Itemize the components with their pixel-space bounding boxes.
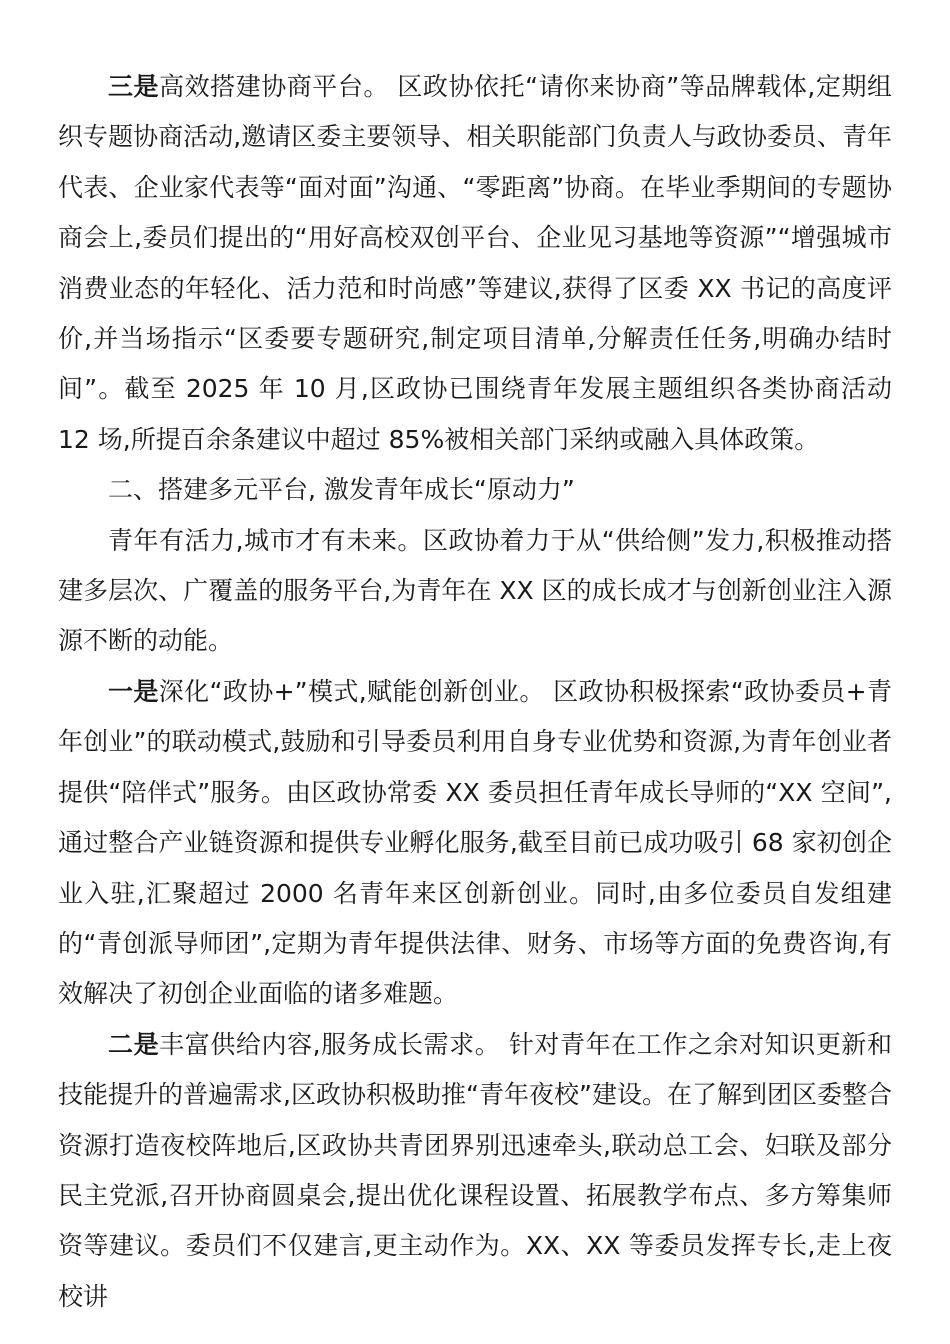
section-heading — [58, 465, 892, 515]
paragraph-intro — [58, 516, 892, 667]
paragraph-lead: 二是 — [108, 1029, 160, 1059]
paragraph-text: 丰富供给内容,服务成长需求。 针对青年在工作之余对知识更新和技能提升的普遍需求,区政协积极助推“青年夜校”建设。在了解到团区委整合资源打造夜校阵地后,区政协共青团界别迅速牵头,联动总工会、妇联及部分民主党派,召开协商圆桌会,提出优化课程设置、拓展教学布点、多方筹集师资等建议。委员们不仅建言,更主动作为。XX、XX 等委员发挥专长,走上夜校讲 — [58, 1029, 892, 1311]
paragraph-text: 高效搭建协商平台。 区政协依托“请你来协商”等品牌载体,定期组织专题协商活动,邀请区委主要领导、相关职能部门负责人与政协委员、青年代表、企业家代表等“面对面”沟通、“零距离”协商。在毕业季期间的专题协商会上,委员们提出的“用好高校双创平台、企业见习基地等资源”“增强城市消费业态的年轻化、活力范和时尚感”等建议,获得了区委 XX 书记的高度评价,并当场指示“区委要专题研究,制定项目清单,分解责任任务,明确办结时间”。截至 2025 年 10 月,区政协已围绕青年发展主题组织各类协商活动 12 场,所提百余条建议中超过 85%被相关部门采纳或融入具体政策。 — [58, 72, 892, 454]
paragraph-model — [58, 667, 892, 1020]
paragraph-supply — [58, 1020, 892, 1322]
heading-text: 二、搭建多元平台, 激发青年成长“原动力” — [108, 475, 575, 505]
paragraph-text: 深化“政协+”模式,赋能创新创业。 区政协积极探索“政协委员+青年创业”的联动模式,鼓励和引导委员利用自身专业优势和资源,为青年创业者提供“陪伴式”服务。由区政协常委 XX 委员担任青年成长导师的“XX 空间”,通过整合产业链资源和提供专业孵化服务,截至目前已成功吸引 68 家初创企业入驻,汇聚超过 2000 名青年来区创新创业。同时,由多位委员自发组建的“青创派导师团”,定期为青年提供法律、财务、市场等方面的免费咨询,有效解决了初创企业面临的诸多难题。 — [58, 676, 892, 1009]
paragraph-platform — [58, 62, 892, 465]
document-page — [58, 62, 892, 1322]
paragraph-text: 青年有活力,城市才有未来。区政协着力于从“供给侧”发力,积极推动搭建多层次、广覆盖的服务平台,为青年在 XX 区的成长成才与创新创业注入源源不断的动能。 — [58, 525, 892, 656]
paragraph-lead: 三是 — [108, 72, 160, 101]
paragraph-lead: 一是 — [108, 676, 159, 706]
